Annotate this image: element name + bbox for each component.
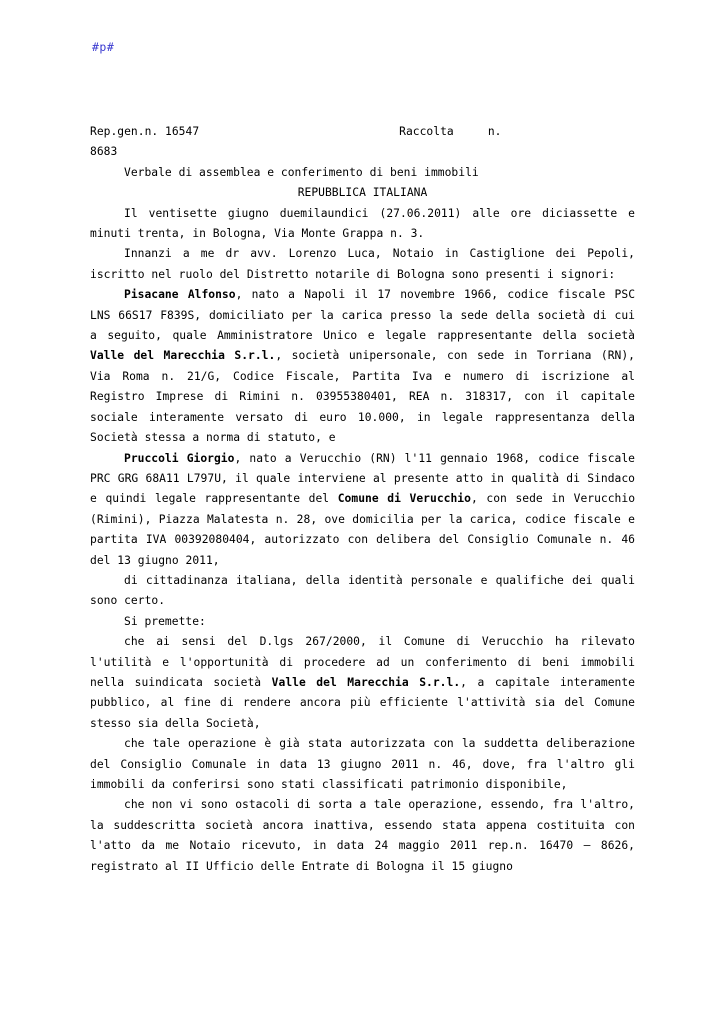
text-run: Innanzi a me dr avv. Lorenzo Luca, Notaio in Castiglione dei Pepoli, iscritto nel ruolo del Distretto notarile di Bologna sono presenti i signori: xyxy=(90,247,642,281)
text-run: Il ventisette giugno duemilaundici (27.06.2011) alle ore diciassette e minuti trenta, in Bologna, Via Monte Grappa n. 3. xyxy=(90,206,642,241)
paragraph-premise xyxy=(90,612,635,632)
paragraph-che-1 xyxy=(90,632,642,734)
page-marker: #p# xyxy=(92,40,115,54)
text-run: che tale operazione è già stata autorizzata con la suddetta deliberazione del Consiglio Comunale in data 13 giugno 2011 n. 46, dove, fra l'altro gli immobili da conferirsi sono stati classificati patrimonio disponibile, xyxy=(90,737,642,791)
paragraph-date xyxy=(90,204,642,245)
header-right: Raccolta n. xyxy=(399,125,502,138)
text-run: , nato a Verucchio (RN) l'11 gennaio 1968, codice fiscale PRC GRG 68A11 L797U, il quale interviene al presente atto in qualità di Sindaco e quindi legale rappresentante del xyxy=(90,451,642,506)
person-name-pruccoli: Pruccoli Giorgio xyxy=(124,451,235,465)
header-second-line: 8683 xyxy=(90,145,118,159)
paragraph-notary xyxy=(90,244,642,285)
header-row xyxy=(90,122,635,142)
paragraph-che-2 xyxy=(90,734,642,795)
republic-heading: REPUBBLICA ITALIANA xyxy=(297,186,428,200)
text-run: , società unipersonale, con sede in Torriana (RN), Via Roma n. 21/G, Codice Fiscale, Partita Iva e numero di iscrizione al Registro Imprese di Rimini n. 03955380401, REA n. 318317, con il capitale sociale interamente versato di euro 10.000, in legale rappresentanza della Società stessa a norma di statuto, e xyxy=(90,349,642,445)
text-run: , a capitale interamente pubblico, al fine di rendere ancora più efficiente l'attività sia del Comune stesso sia della Società, xyxy=(90,675,642,730)
paragraph-citizenship xyxy=(90,571,642,612)
text-run: , nato a Napoli il 17 novembre 1966, codice fiscale PSC LNS 66S17 F839S, domiciliato per la carica presso la sede della società di cui a seguito, quale Amministratore Unico e legale rappresentante della società xyxy=(90,288,642,343)
text-run: di cittadinanza italiana, della identità personale e qualifiche dei quali sono certo. xyxy=(90,573,642,608)
paragraph-pruccoli xyxy=(90,449,642,571)
document-title: Verbale di assemblea e conferimento di beni immobili xyxy=(124,165,479,179)
person-name-pisacane: Pisacane Alfonso xyxy=(124,288,236,302)
company-name-valle-del-marecchia-2: Valle del Marecchia S.r.l. xyxy=(271,675,461,689)
paragraph-che-3 xyxy=(90,795,642,877)
entity-name-comune-di-verucchio: Comune di Verucchio xyxy=(337,492,471,506)
text-run: , con sede in Verucchio (Rimini), Piazza Malatesta n. 28, ove domicilia per la carica, codice fiscale e partita IVA 00392080404, autorizzato con delibera del Consiglio Comunale n. 46 del 13 giugno 2011, xyxy=(90,492,642,567)
text-run: Si premette: xyxy=(124,614,206,628)
paragraph-pisacane xyxy=(90,285,642,448)
text-run: che ai sensi del D.lgs 267/2000, il Comune di Verucchio ha rilevato l'utilità e l'opportunità di procedere ad un conferimento di beni immobili nella suindicata società xyxy=(90,635,642,689)
company-name-valle-del-marecchia: Valle del Marecchia S.r.l. xyxy=(90,349,276,363)
text-run: che non vi sono ostacoli di sorta a tale operazione, essendo, fra l'altro, la suddescritta società ancora inattiva, essendo stata appena costituita con l'atto da me Notaio ricevuto, in data 24 maggio 2011 rep.n. 16470 – 8626, registrato al II Ufficio delle Entrate di Bologna il 15 giugno xyxy=(90,798,642,873)
document-body xyxy=(90,122,642,877)
header-left: Rep.gen.n. 16547 xyxy=(90,125,200,138)
